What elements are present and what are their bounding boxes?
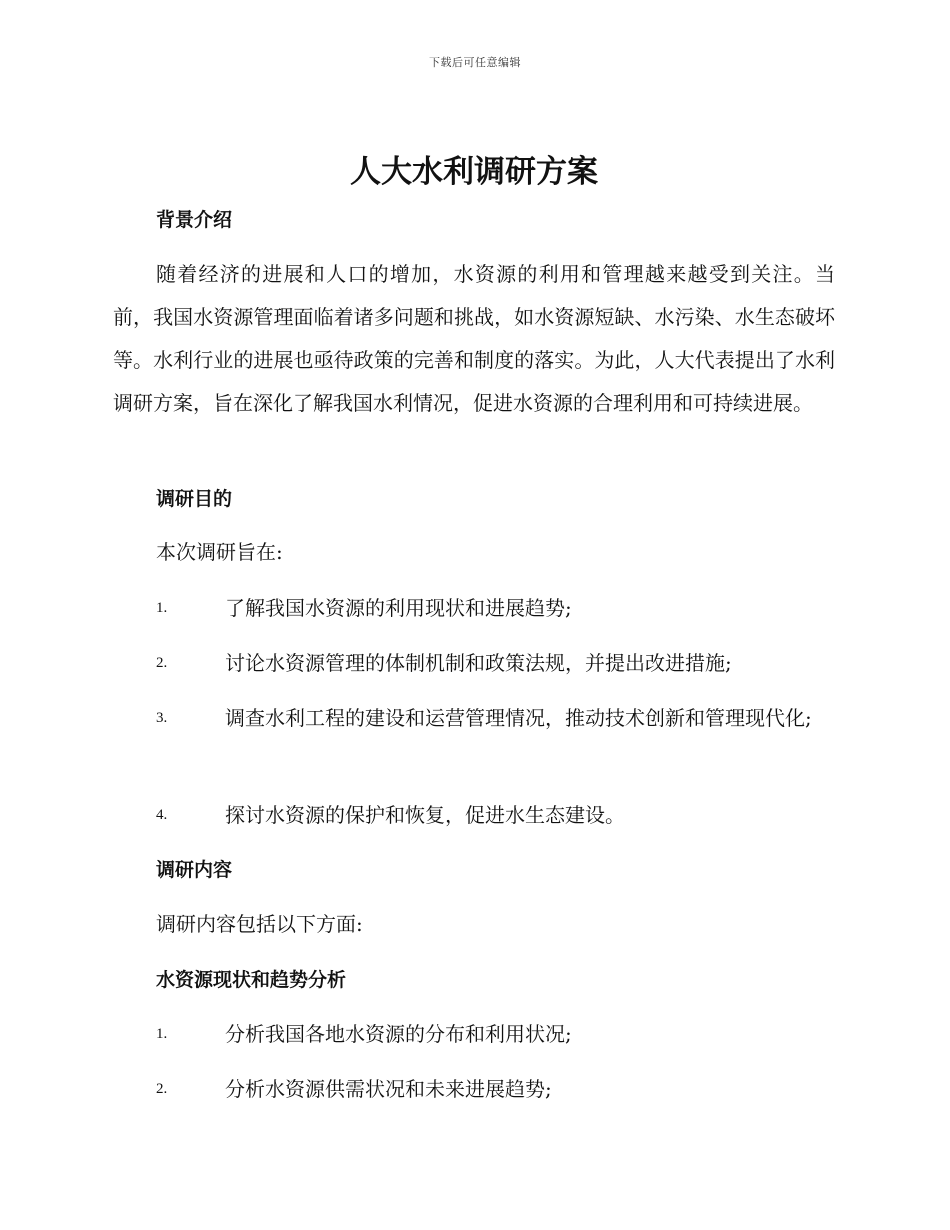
section-heading-purpose: 调研目的 [156, 488, 233, 510]
purpose-list-item [113, 794, 835, 837]
list-number: 4. [156, 807, 168, 823]
content-list-item [113, 1068, 835, 1111]
background-paragraph: 随着经济的进展和人口的增加，水资源的利用和管理越来越受到关注。当前，我国水资源管理面临着诸多问题和挑战，如水资源短缺、水污染、水生态破坏等。水利行业的进展也亟待政策的完善和制度的落实。为此，人大代表提出了水利调研方案，旨在深化了解我国水利情况，促进水资源的合理利用和可持续进展。 [113, 262, 835, 415]
purpose-list-item [113, 587, 835, 630]
list-text: 分析水资源供需状况和未来进展趋势; [225, 1077, 552, 1101]
content-list-item [113, 1013, 835, 1056]
list-number: 1. [156, 1026, 168, 1042]
purpose-intro: 本次调研旨在: [156, 540, 283, 564]
list-number: 2. [156, 655, 168, 671]
list-text: 调查水利工程的建设和运营管理情况，推动技术创新和管理现代化; [225, 706, 812, 730]
list-text: 探讨水资源的保护和恢复，促进水生态建设。 [225, 803, 625, 827]
section-heading-content: 调研内容 [156, 859, 233, 881]
section-heading-background: 背景介绍 [156, 209, 233, 231]
list-number: 3. [156, 710, 168, 726]
subsection-heading-water-status: 水资源现状和趋势分析 [156, 969, 347, 991]
page-header-watermark: 下载后可任意编辑 [429, 56, 521, 69]
list-number: 1. [156, 600, 168, 616]
content-intro: 调研内容包括以下方面: [156, 912, 363, 936]
list-number: 2. [156, 1081, 168, 1097]
list-text: 分析我国各地水资源的分布和利用状况; [225, 1022, 572, 1046]
purpose-list-item [113, 697, 835, 740]
list-text: 了解我国水资源的利用现状和进展趋势; [225, 596, 572, 620]
purpose-list-item [113, 642, 835, 685]
document-title: 人大水利调研方案 [350, 154, 598, 190]
list-text: 讨论水资源管理的体制机制和政策法规，并提出改进措施; [225, 651, 732, 675]
